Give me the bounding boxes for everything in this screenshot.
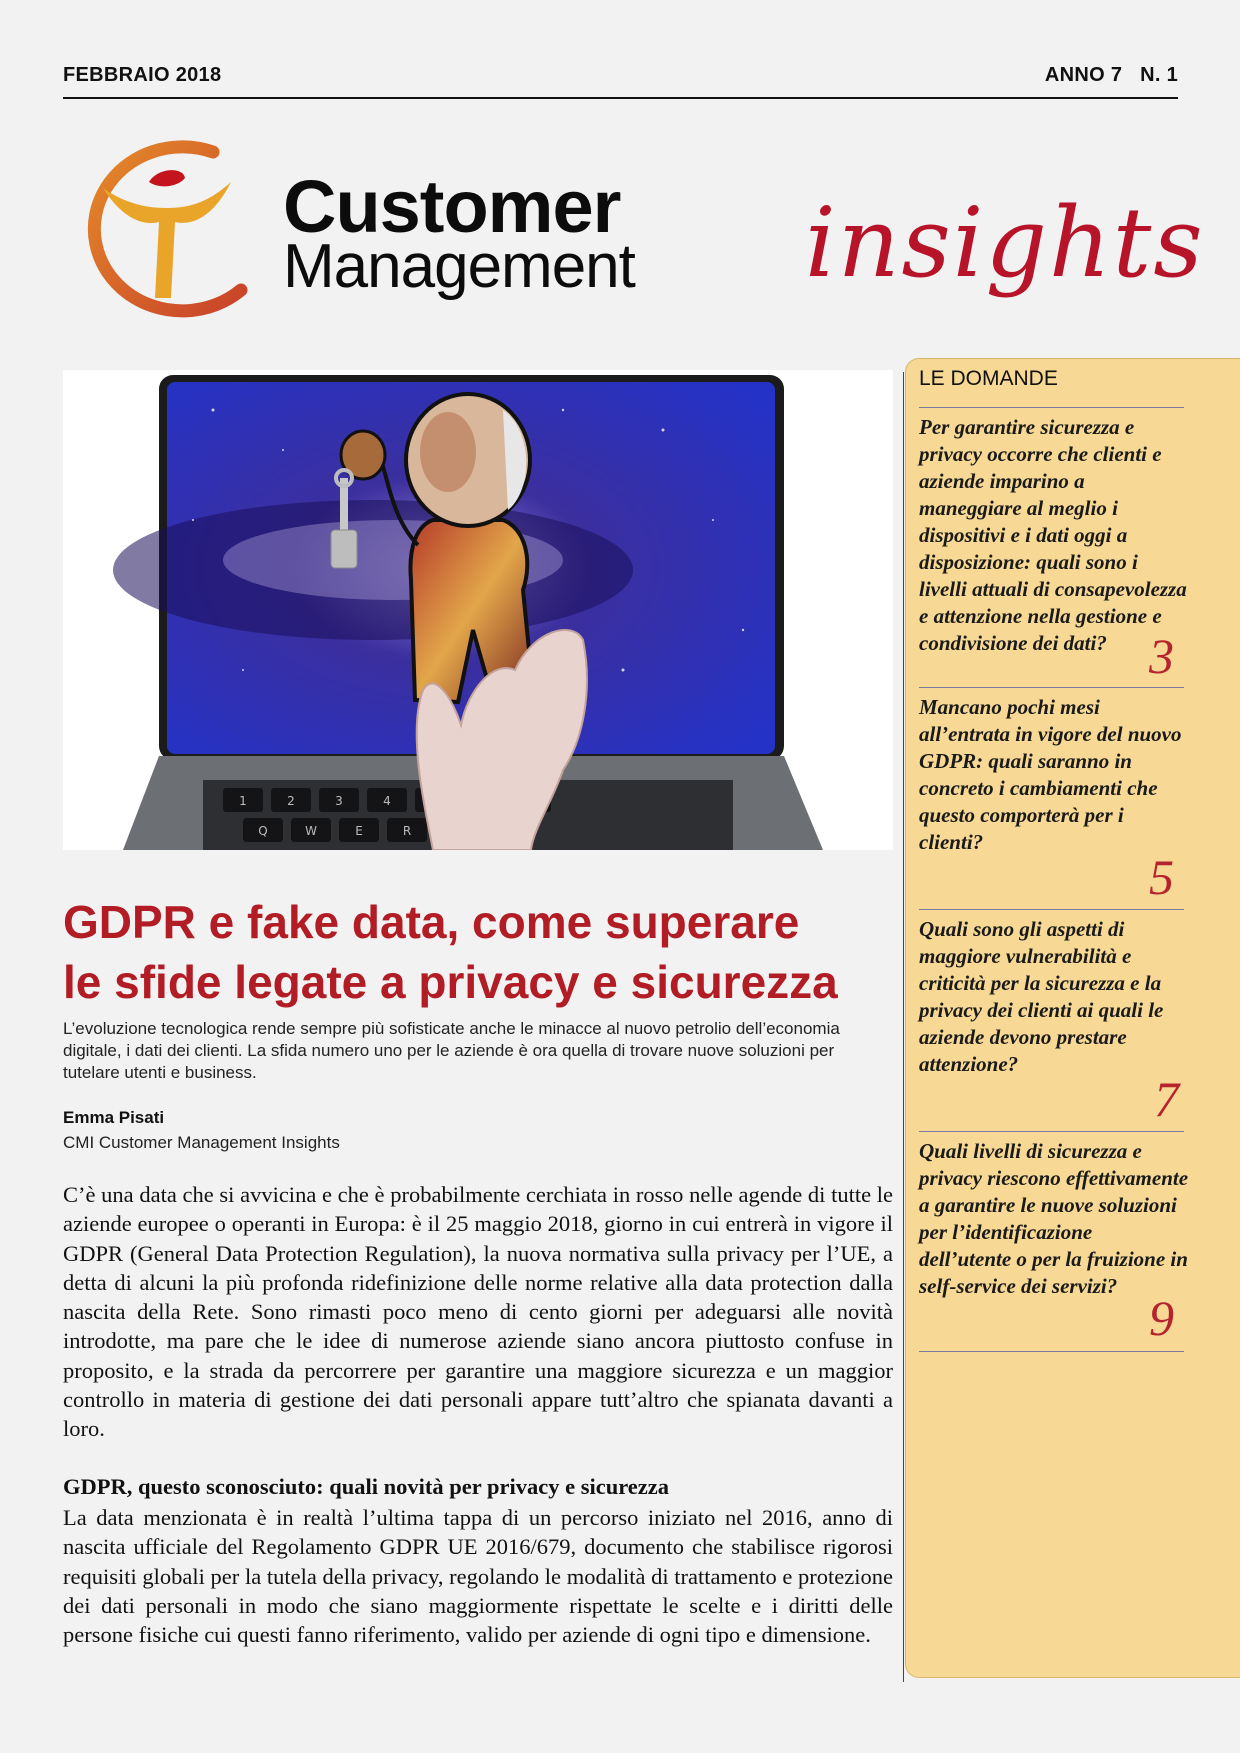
hero-illustration (63, 370, 893, 850)
sidebar-divider (919, 1351, 1184, 1352)
question-3: Quali sono gli aspetti di maggiore vulnerabilità e criticità per la sicurezza e la privacy dei clienti ai quali le aziende devono prestare attenzione? (919, 917, 1164, 1076)
sidebar-divider (919, 407, 1184, 408)
issue-number (1033, 64, 1178, 87)
sidebar-divider (919, 909, 1184, 910)
question-1: Per garantire sicurezza e privacy occorre che clienti e aziende imparino a maneggiare al meglio i dispositivi e i dati oggi a disposizione: quali sono i livelli attuali di consapevolezza e attenzione nella gestione e condivisione dei dati? (919, 415, 1187, 655)
question-2: Mancano pochi mesi all’entrata in vigore del nuovo GDPR: quali saranno in concreto i cambiamenti che questo comporterà per i clienti? (919, 695, 1182, 854)
sidebar-divider (919, 687, 1184, 688)
question-3-page[interactable]: 7 (1154, 1071, 1179, 1127)
keyboard-key-label: Q (258, 824, 268, 838)
article-affiliation: CMI Customer Management Insights (63, 1133, 340, 1152)
article-body-paragraph-2: La data menzionata è in realtà l’ultima tappa di un percorso iniziato nel 2016, anno di nascita ufficiale del Regolamento GDPR UE 2016/679, documento che stabilisce rigorosi requisiti globali per la tutela della privacy, regolando le modalità di trattamento e protezione dei dati personali in modo che siano maggiormente rispettate le scelte e i diritti delle persone fisiche cui questi fanno riferimento, valido per aziende di ogni tipo e dimensione. (63, 1505, 893, 1648)
keyboard-key-label: 1 (239, 794, 247, 808)
issue-year: ANNO 7 (1044, 64, 1123, 86)
question-4-page[interactable]: 9 (1149, 1290, 1174, 1346)
keyboard-key-label: E (355, 824, 363, 838)
question-1-page[interactable]: 3 (1149, 628, 1174, 684)
question-4: Quali livelli di sicurezza e privacy riescono effettivamente a garantire le nuove soluzioni per l’identificazione dell’utente o per la fruizione in self-service dei servizi? (919, 1139, 1189, 1298)
article-title-line2: le sfide legate a privacy e sicurezza (63, 956, 838, 1008)
sidebar-divider (919, 1131, 1184, 1132)
issue-date: FEBBRAIO 2018 (63, 64, 222, 86)
keyboard-key-label: R (402, 824, 412, 838)
masthead-insights: insights (805, 187, 1205, 299)
issue-header (63, 64, 1178, 94)
keyboard-key-label: W (305, 824, 317, 838)
cmi-logo-icon (63, 130, 273, 320)
sidebar-title: LE DOMANDE (919, 367, 1058, 390)
column-divider (903, 372, 904, 1682)
article-author: Emma Pisati (63, 1108, 165, 1127)
issue-no: N. 1 (1140, 64, 1178, 86)
keyboard-key-label: 2 (287, 794, 295, 808)
article-subheading: GDPR, questo sconosciuto: quali novità per privacy e sicurezza (63, 1474, 670, 1499)
keyboard-key-label: 4 (383, 794, 391, 808)
masthead-customer: Customer (283, 165, 621, 248)
header-divider (63, 97, 1178, 99)
questions-sidebar (905, 358, 1240, 1678)
article-title-line1: GDPR e fake data, come superare (63, 896, 800, 948)
article-title (63, 892, 893, 1012)
article-lead: L’evoluzione tecnologica rende sempre più sofisticate anche le minacce al nuovo petrolio dell’economia digitale, i dati dei clienti. La sfida numero uno per le aziende è ora quella di trovare nuove soluzioni per tutelare utenti e business. (63, 1019, 840, 1082)
masthead-management: Management (283, 232, 635, 301)
article-body-paragraph: C’è una data che si avvicina e che è probabilmente cerchiata in rosso nelle agende di tutte le aziende europee o operanti in Europa: è il 25 maggio 2018, giorno in cui entrerà in vigore il GDPR (General Data Protection Regulation), la nuova normativa sulla privacy per l’UE, a detta di alcuni la più profonda ridefinizione delle norme relative alla data protection dalla nascita della Rete. Sono rimasti poco meno di cento giorni per adeguarsi alle novità introdotte, ma pare che le idee di numerose aziende siano ancora piuttosto confuse in proposito, e la strada da percorrere per garantire una maggiore sicurezza e un maggior controllo in materia di gestione dei dati personali appare tutt’altro che spianata davanti a loro. (63, 1182, 893, 1442)
question-2-page[interactable]: 5 (1149, 849, 1174, 905)
keyboard-key-label: 3 (335, 794, 343, 808)
